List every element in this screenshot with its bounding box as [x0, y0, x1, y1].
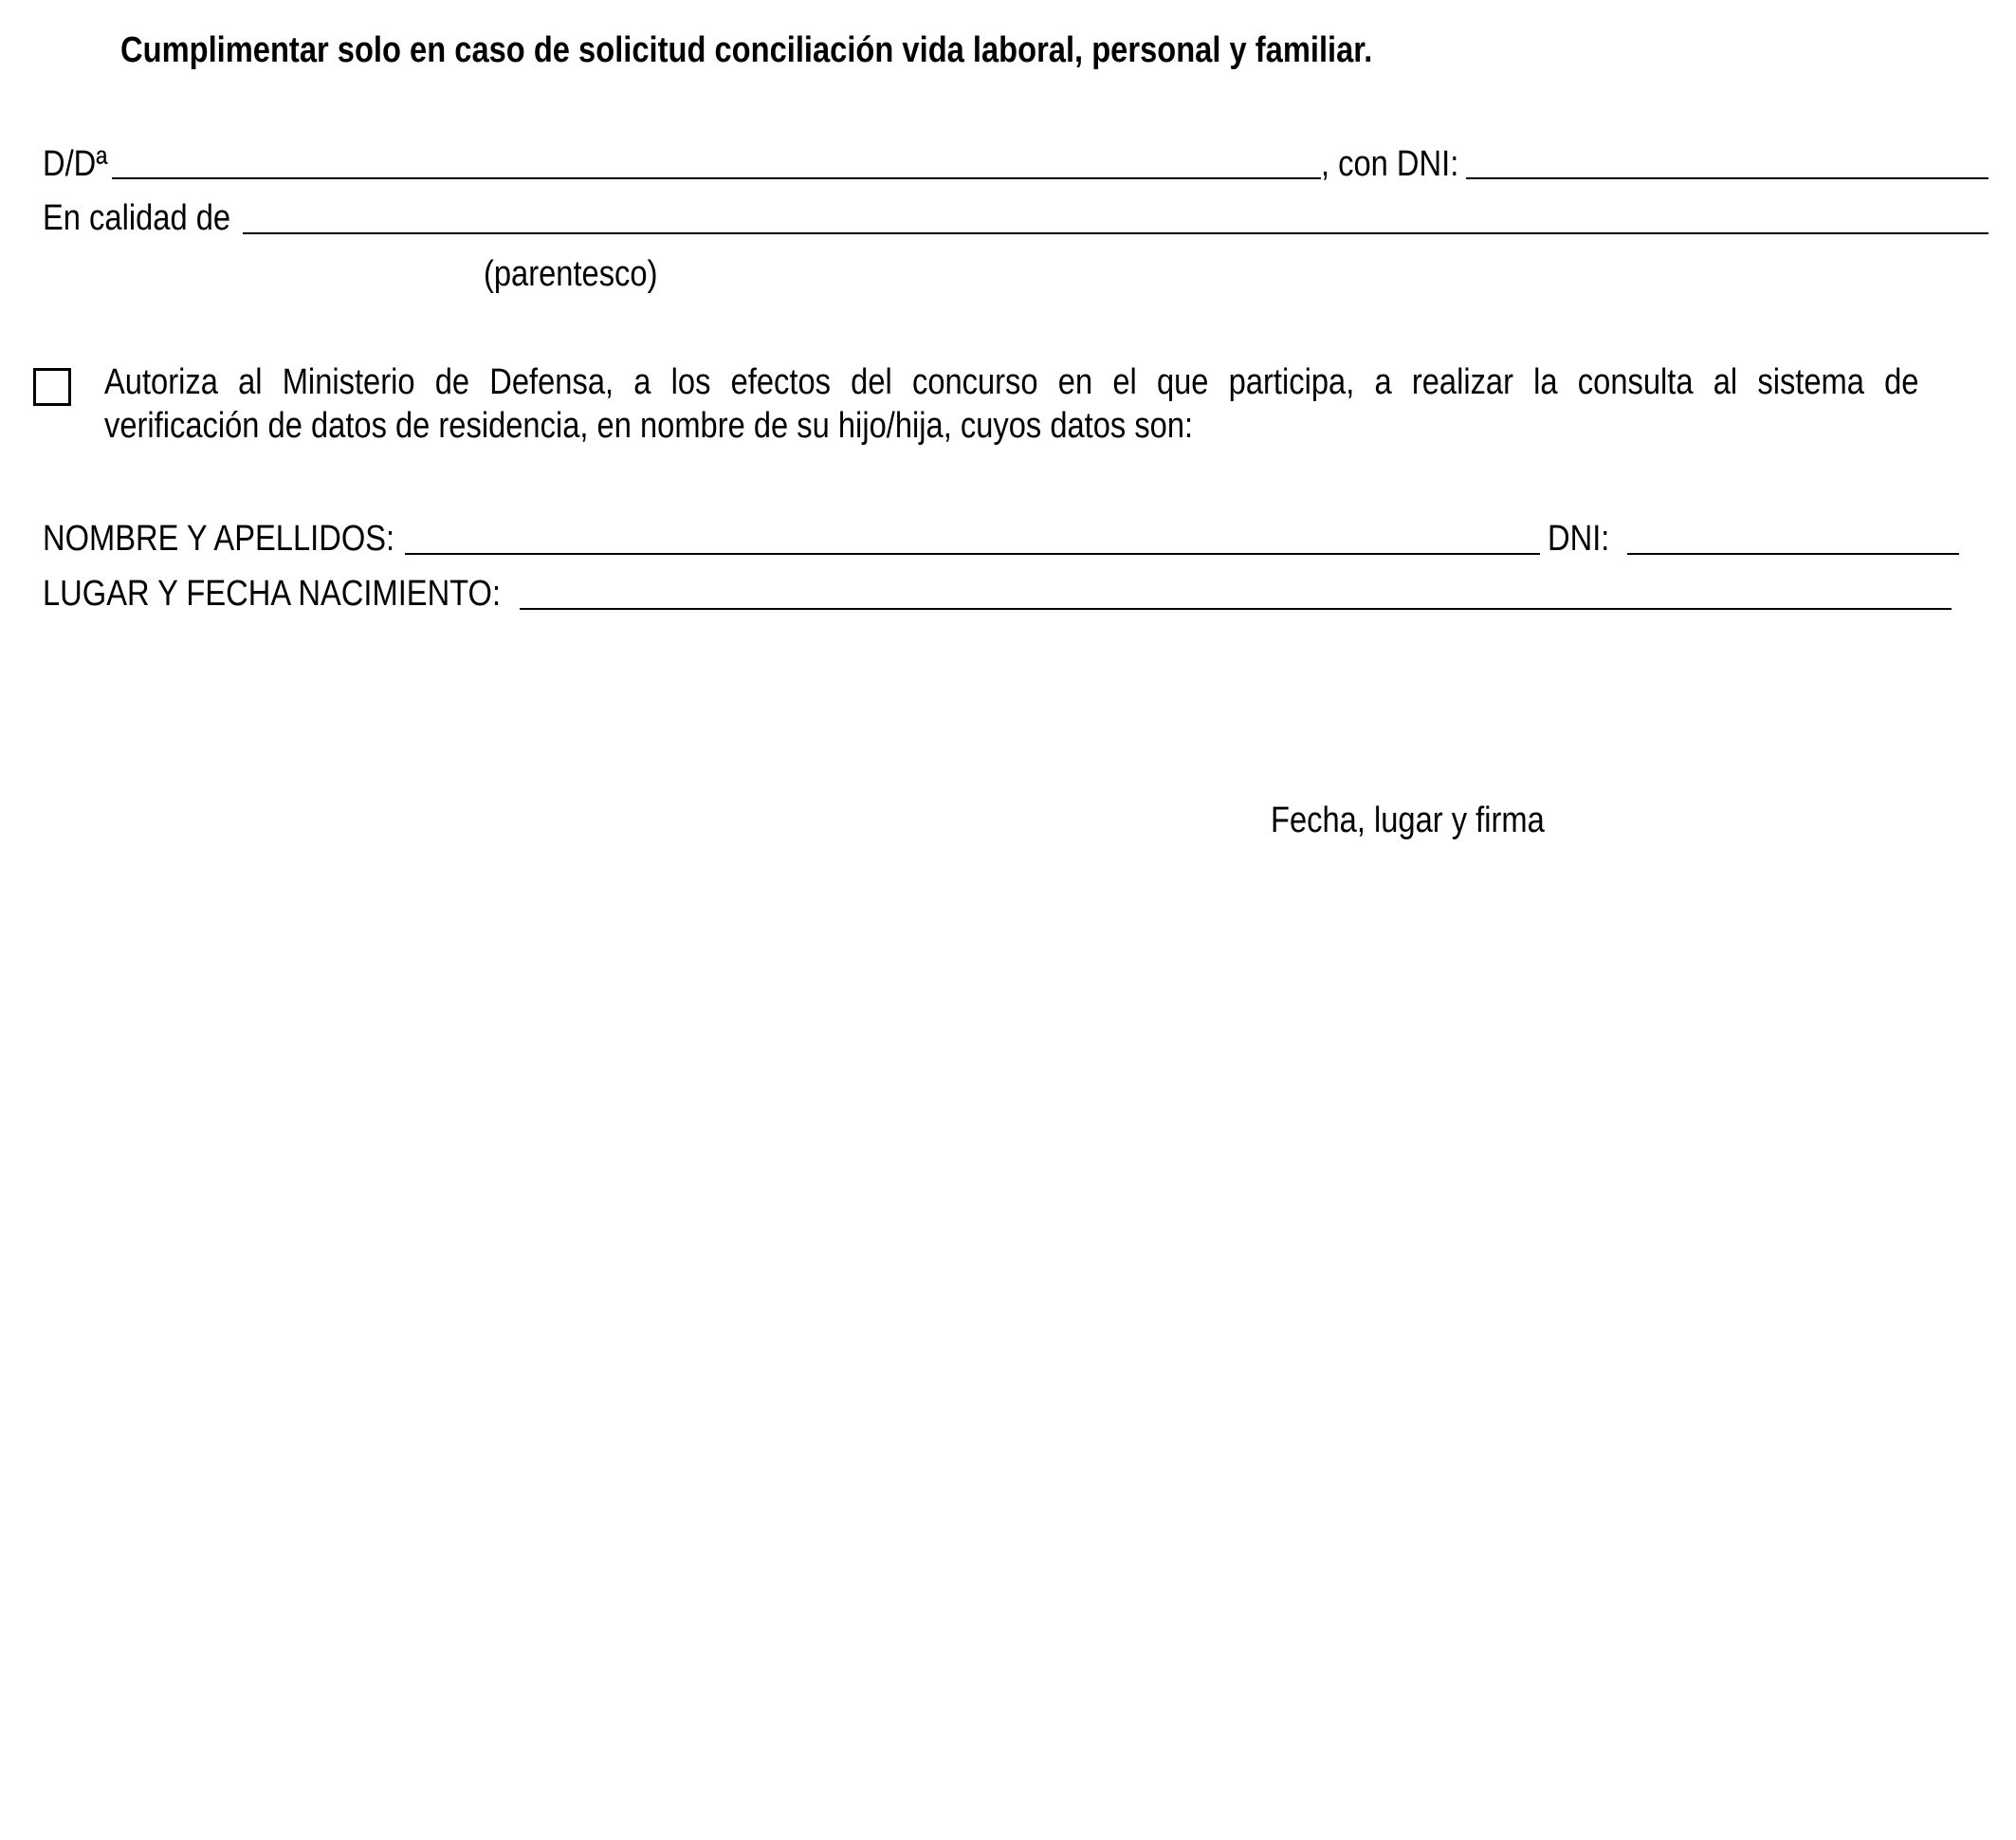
birth-label: LUGAR Y FECHA NACIMIENTO:: [43, 574, 502, 614]
child-dni-field[interactable]: [1627, 553, 1959, 555]
birth-field[interactable]: [520, 608, 1952, 610]
child-dni-label: DNI:: [1548, 519, 1610, 559]
child-name-field[interactable]: [405, 553, 1540, 555]
authorization-text-line-1: Autoriza al Ministerio de Defensa, a los efectos del concurso en el que participa, a realizar la consulta al sistema de: [104, 362, 1919, 402]
applicant-dni-field[interactable]: [1466, 177, 1989, 179]
applicant-dni-label: , con DNI:: [1321, 144, 1459, 184]
authorization-text-line-2: verificación de datos de residencia, en nombre de su hijo/hija, cuyos datos son:: [104, 406, 1194, 446]
form-heading: Cumplimentar solo en caso de solicitud conciliación vida laboral, personal y familiar.: [120, 30, 1373, 70]
child-name-label: NOMBRE Y APELLIDOS:: [43, 519, 395, 559]
authorization-text: [104, 360, 1919, 448]
applicant-name-label: D/Dª: [43, 144, 108, 184]
relation-hint: (parentesco): [484, 254, 658, 294]
relation-label: En calidad de: [43, 198, 231, 238]
authorization-checkbox[interactable]: [33, 368, 71, 406]
applicant-name-field[interactable]: [112, 177, 1321, 179]
relation-field[interactable]: [243, 232, 1989, 234]
signature-label: Fecha, lugar y firma: [1271, 800, 1545, 840]
